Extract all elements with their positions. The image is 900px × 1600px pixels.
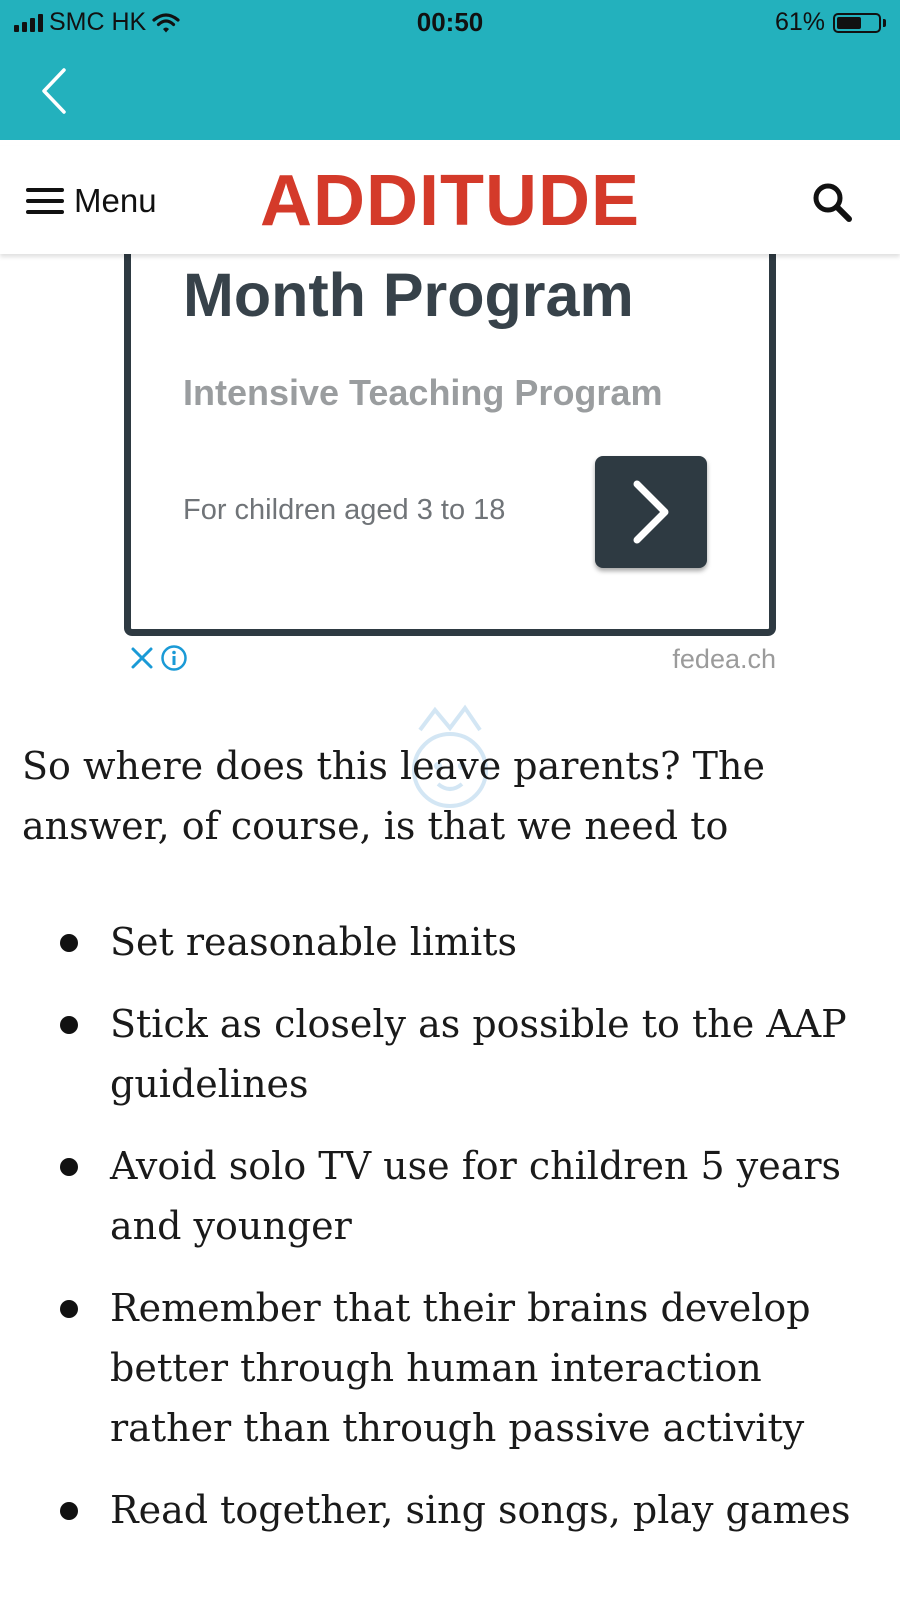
site-header <box>0 146 900 254</box>
close-icon[interactable] <box>130 646 154 670</box>
ad-note: For children aged 3 to 18 <box>183 494 506 526</box>
article-body <box>22 736 882 1562</box>
list-item: Remember that their brains develop better through human interaction rather than through passive activity <box>22 1278 882 1458</box>
chevron-right-icon <box>595 456 707 568</box>
list-item: Avoid solo TV use for children 5 years and younger <box>22 1136 882 1256</box>
battery-level <box>837 17 861 29</box>
battery-percent: 61% <box>774 8 825 36</box>
ad-controls <box>130 644 188 672</box>
list-item: Read together, sing songs, play games <box>22 1480 882 1540</box>
status-bar <box>0 0 900 44</box>
ad-source[interactable]: fedea.ch <box>672 644 776 674</box>
battery-group <box>775 8 886 37</box>
ad-cta-button[interactable] <box>595 456 707 568</box>
battery-tip <box>883 19 886 27</box>
status-time: 00:50 <box>416 7 484 37</box>
menu-label: Menu <box>74 182 157 219</box>
list-item: Stick as closely as possible to the AAP guidelines <box>22 994 882 1114</box>
list-item: Set reasonable limits <box>22 912 882 972</box>
chevron-left-icon[interactable] <box>30 66 80 116</box>
advertisement-card[interactable] <box>124 200 776 636</box>
ad-subtitle: Intensive Teaching Program <box>183 372 663 413</box>
ad-title: Month Program <box>183 261 634 329</box>
info-icon[interactable] <box>160 644 188 672</box>
search-icon[interactable] <box>810 180 854 224</box>
advice-list <box>22 912 882 1540</box>
article-intro: So where does this leave parents? The answer, of course, is that we need to <box>22 744 765 848</box>
carrier-name: SMC HK <box>49 8 147 36</box>
battery-icon <box>833 13 881 33</box>
nav-bar <box>0 44 900 140</box>
site-logo[interactable]: ADDITUDE <box>260 161 640 241</box>
